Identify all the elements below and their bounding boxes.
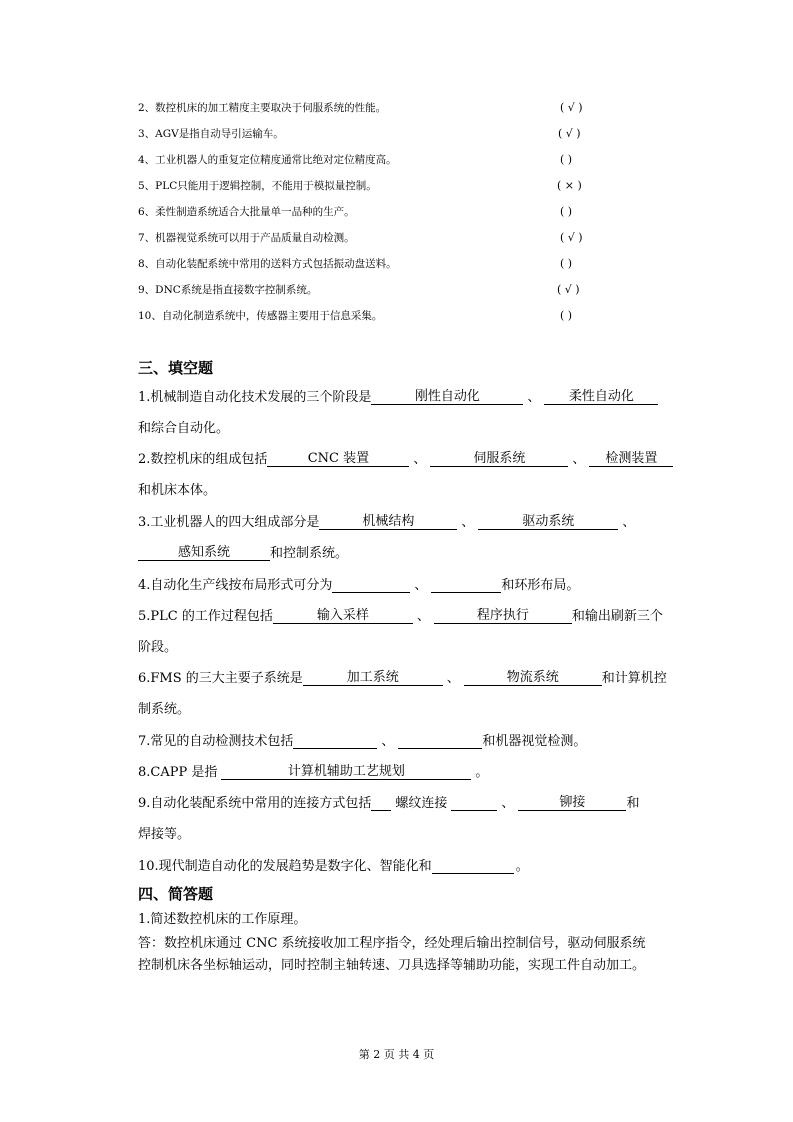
fill-q5-cont: 阶段。	[138, 640, 178, 655]
fill-q10-blank-1[interactable]	[432, 856, 514, 874]
judge-item-7: 7、机器视觉系统可以用于产品质量自动检测。	[138, 232, 355, 244]
fill-q8-answer-1: 计算机辅助工艺规划	[287, 764, 405, 779]
judge-mark-3: ( √ )	[558, 127, 581, 140]
fill-q6-blank-2[interactable]	[464, 668, 602, 686]
judge-item-3: 3、AGV是指自动导引运输车。	[138, 128, 284, 140]
fill-q5-blank-2[interactable]	[434, 606, 572, 624]
fill-q9-post: 和	[626, 796, 640, 811]
fill-q9-answer-1: 螺纹连接	[395, 796, 448, 811]
fill-separator: 、	[416, 609, 430, 624]
fill-q5-answer-1: 输入采样	[316, 608, 369, 623]
fill-q2-text: 2.数控机床的组成包括	[138, 452, 268, 467]
fill-q3	[138, 512, 639, 534]
fill-q3-text: 3.工业机器人的四大组成部分是	[138, 515, 320, 530]
fill-q9-answer-2: 铆接	[559, 795, 586, 810]
fill-q2-answer-3: 检测装置	[605, 451, 658, 466]
fill-q6-cont: 制系统。	[138, 702, 191, 717]
fill-separator: 、	[446, 671, 460, 686]
fill-q3-blank-3[interactable]	[138, 543, 270, 561]
page-footer: 第 2 页 共 4 页	[358, 1048, 435, 1061]
fill-q9	[138, 793, 639, 815]
judge-mark-9: ( √ )	[557, 283, 580, 296]
judge-mark-7: ( √ )	[560, 231, 583, 244]
fill-q8	[138, 762, 488, 784]
fill-q4-blank-2[interactable]	[431, 575, 501, 593]
judge-mark-2: ( √ )	[560, 101, 583, 114]
fill-q6-answer-1: 加工系统	[346, 670, 399, 685]
fill-q7-blank-1[interactable]	[293, 731, 377, 749]
fill-q2-answer-1: CNC 装置	[307, 451, 370, 466]
fill-q9-blank-lead	[371, 793, 391, 811]
fill-q5-post: 和输出刷新三个	[571, 609, 663, 624]
fill-q10-text: 10.现代制造自动化的发展趋势是数字化、智能化和	[138, 859, 432, 874]
judge-item-8: 8、自动化装配系统中常用的送料方式包括振动盘送料。	[138, 258, 397, 270]
fill-q5-text: 5.PLC 的工作过程包括	[138, 609, 273, 624]
judge-item-5: 5、PLC只能用于逻辑控制，不能用于模拟量控制。	[138, 180, 377, 192]
short-q1: 1.简述数控机床的工作原理。	[138, 912, 307, 927]
fill-q9-cont: 焊接等。	[138, 827, 191, 842]
judge-mark-6: ( )	[560, 205, 573, 218]
fill-q7-blank-2[interactable]	[398, 731, 482, 749]
fill-q7-text: 7.常见的自动检测技术包括	[138, 734, 294, 749]
fill-q6	[138, 668, 667, 690]
fill-separator: 、	[572, 452, 586, 467]
fill-q5-answer-2: 程序执行	[476, 608, 529, 623]
fill-separator: 、	[381, 734, 395, 749]
fill-q1-answer-1: 刚性自动化	[414, 389, 480, 404]
fill-q5	[138, 606, 663, 628]
fill-q10	[138, 856, 529, 878]
fill-q2-blank-2[interactable]	[430, 449, 568, 467]
judge-mark-4: ( )	[560, 153, 573, 166]
judge-mark-8: ( )	[560, 257, 573, 270]
fill-separator: 、	[527, 390, 541, 405]
fill-q1-answer-2: 柔性自动化	[568, 389, 634, 404]
fill-q2-blank-3[interactable]	[589, 449, 673, 467]
fill-q4-post: 和环形布局。	[501, 578, 580, 593]
fill-separator: 、	[501, 796, 515, 811]
fill-q6-blank-1[interactable]	[303, 668, 443, 686]
fill-q3-cont	[138, 543, 348, 565]
fill-q7-post: 和机器视觉检测。	[482, 734, 587, 749]
fill-q1-blank-2[interactable]	[544, 387, 658, 405]
fill-q2-blank-1[interactable]	[267, 449, 409, 467]
fill-q3-answer-2: 驱动系统	[522, 514, 575, 529]
judge-item-4: 4、工业机器人的重复定位精度通常比绝对定位精度高。	[138, 154, 397, 166]
fill-separator: 、	[622, 515, 636, 530]
fill-q3-answer-1: 机械结构	[362, 514, 415, 529]
fill-q1	[138, 387, 658, 409]
fill-q9-blank-1[interactable]	[451, 793, 497, 811]
fill-q9-text: 9.自动化装配系统中常用的连接方式包括	[138, 796, 372, 811]
fill-q6-text: 6.FMS 的三大主要子系统是	[138, 671, 303, 686]
short-section-title: 四、简答题	[138, 885, 214, 903]
judge-mark-5: ( × )	[557, 179, 582, 192]
short-answer-line-2: 控制机床各坐标轴运动，同时控制主轴转速、刀具选择等辅助功能，实现工件自动加工。	[138, 958, 646, 973]
fill-q4	[138, 575, 579, 597]
fill-separator: 、	[461, 515, 475, 530]
fill-q2-cont: 和机床本体。	[138, 483, 217, 498]
fill-q2	[138, 449, 673, 471]
fill-q7	[138, 731, 586, 753]
fill-q4-text: 4.自动化生产线按布局形式可分为	[138, 578, 333, 593]
short-answer-line-1: 答：数控机床通过 CNC 系统接收加工程序指令，经处理后输出控制信号，驱动伺服系统	[138, 936, 646, 951]
fill-q3-blank-2[interactable]	[478, 512, 618, 530]
fill-separator: 、	[414, 578, 428, 593]
fill-q3-post: 和控制系统。	[270, 546, 349, 561]
fill-q1-blank-1[interactable]	[371, 387, 523, 405]
fill-q1-cont: 和综合自动化。	[138, 421, 230, 436]
judge-item-9: 9、DNC系统是指直接数字控制系统。	[138, 284, 318, 296]
fill-q8-post: 。	[475, 765, 489, 780]
fill-q8-blank-1[interactable]	[221, 762, 471, 780]
fill-q3-blank-1[interactable]	[319, 512, 457, 530]
fill-q10-post: 。	[515, 859, 529, 874]
fill-q1-text: 1.机械制造自动化技术发展的三个阶段是	[138, 390, 372, 405]
fill-q6-post: 和计算机控	[601, 671, 667, 686]
judge-mark-10: ( )	[560, 309, 573, 322]
fill-separator: 、	[413, 452, 427, 467]
fill-q9-blank-2[interactable]	[518, 793, 626, 811]
fill-q8-text: 8.CAPP 是指	[138, 765, 218, 780]
judge-item-6: 6、柔性制造系统适合大批量单一品种的生产。	[138, 206, 355, 218]
judge-item-2: 2、数控机床的加工精度主要取决于伺服系统的性能。	[138, 102, 387, 114]
fill-q6-answer-2: 物流系统	[506, 670, 559, 685]
fill-q5-blank-1[interactable]	[273, 606, 413, 624]
judge-item-10: 10、自动化制造系统中，传感器主要用于信息采集。	[138, 310, 383, 322]
fill-q4-blank-1[interactable]	[332, 575, 410, 593]
fill-section-title: 三、填空题	[138, 359, 214, 377]
fill-q3-answer-3: 感知系统	[177, 545, 230, 560]
fill-q2-answer-2: 伺服系统	[473, 451, 526, 466]
